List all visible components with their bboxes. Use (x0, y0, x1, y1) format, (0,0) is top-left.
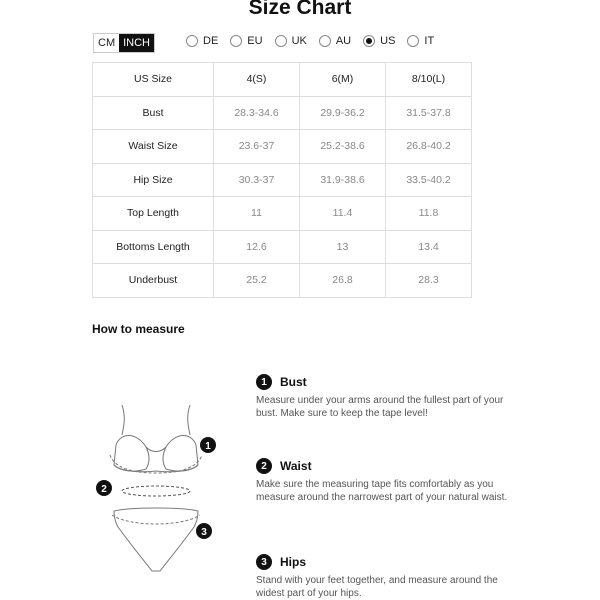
radio-icon (230, 35, 242, 47)
step-description: Make sure the measuring tape fits comfortably as you measure around the narrowest part of your natural waist. (256, 479, 508, 503)
step-bust (256, 374, 516, 420)
step-title: Waist (280, 459, 312, 473)
table-cell: 31.5-37.8 (386, 96, 472, 130)
table-row (93, 96, 472, 130)
radio-icon (407, 35, 419, 47)
table-cell: 13 (300, 230, 386, 264)
region-au-radio[interactable] (319, 35, 351, 47)
table-cell: 28.3 (386, 264, 472, 298)
page-title: Size Chart (248, 0, 352, 19)
table-header-cell: 6(M) (300, 63, 386, 97)
table-cell: 25.2-38.6 (300, 130, 386, 164)
table-cell: 29.9-36.2 (300, 96, 386, 130)
step-waist (256, 458, 516, 504)
table-cell: 31.9-38.6 (300, 163, 386, 197)
step-description: Measure under your arms around the fullest part of your bust. Make sure to keep the tape level! (256, 395, 504, 419)
table-row (93, 230, 472, 264)
table-row (93, 163, 472, 197)
table-cell: 11.8 (386, 197, 472, 231)
table-header-cell: 4(S) (214, 63, 300, 97)
radio-checked-icon (363, 35, 375, 47)
measurement-figure (90, 395, 230, 580)
row-label: Hip Size (93, 163, 214, 197)
table-cell: 23.6-37 (214, 130, 300, 164)
table-header-cell: 8/10(L) (386, 63, 472, 97)
step-number-icon: 2 (256, 458, 272, 474)
table-cell: 33.5-40.2 (386, 163, 472, 197)
row-label: Bottoms Length (93, 230, 214, 264)
row-label: Bust (93, 96, 214, 130)
step-number-icon: 3 (256, 554, 272, 570)
table-row (93, 264, 472, 298)
table-header-row (93, 63, 472, 97)
step-description: Stand with your feet together, and measure around the widest part of your hips. (256, 575, 498, 599)
table-row (93, 197, 472, 231)
table-cell: 13.4 (386, 230, 472, 264)
step-number-icon: 1 (256, 374, 272, 390)
unit-toggle (93, 33, 155, 53)
table-cell: 30.3-37 (214, 163, 300, 197)
table-header-cell: US Size (93, 63, 214, 97)
region-de-radio[interactable] (186, 35, 218, 47)
table-cell: 11 (214, 197, 300, 231)
radio-icon (319, 35, 331, 47)
unit-inch-button[interactable]: INCH (119, 34, 154, 52)
region-selector (186, 35, 446, 47)
marker-2-label: 2 (101, 484, 107, 495)
radio-icon (186, 35, 198, 47)
row-label: Underbust (93, 264, 214, 298)
table-cell: 28.3-34.6 (214, 96, 300, 130)
table-row (93, 130, 472, 164)
table-cell: 25.2 (214, 264, 300, 298)
region-label: IT (424, 35, 435, 47)
row-label: Waist Size (93, 130, 214, 164)
size-table (92, 62, 472, 298)
region-eu-radio[interactable] (230, 35, 262, 47)
table-cell: 26.8-40.2 (386, 130, 472, 164)
marker-3-label: 3 (201, 527, 207, 538)
region-label: US (380, 35, 396, 47)
region-label: UK (291, 35, 307, 47)
step-title: Bust (280, 375, 307, 389)
table-cell: 26.8 (300, 264, 386, 298)
radio-icon (275, 35, 287, 47)
region-label: AU (335, 35, 352, 47)
step-hips (256, 554, 516, 600)
region-it-radio[interactable] (407, 35, 434, 47)
region-us-radio[interactable] (363, 35, 395, 47)
table-cell: 11.4 (300, 197, 386, 231)
step-title: Hips (280, 555, 307, 569)
region-label: DE (203, 35, 219, 47)
unit-cm-button[interactable]: CM (98, 37, 116, 49)
marker-1-label: 1 (205, 441, 211, 452)
region-label: EU (247, 35, 263, 47)
region-uk-radio[interactable] (275, 35, 307, 47)
table-cell: 12.6 (214, 230, 300, 264)
row-label: Top Length (93, 197, 214, 231)
how-to-measure-heading: How to measure (92, 322, 185, 336)
